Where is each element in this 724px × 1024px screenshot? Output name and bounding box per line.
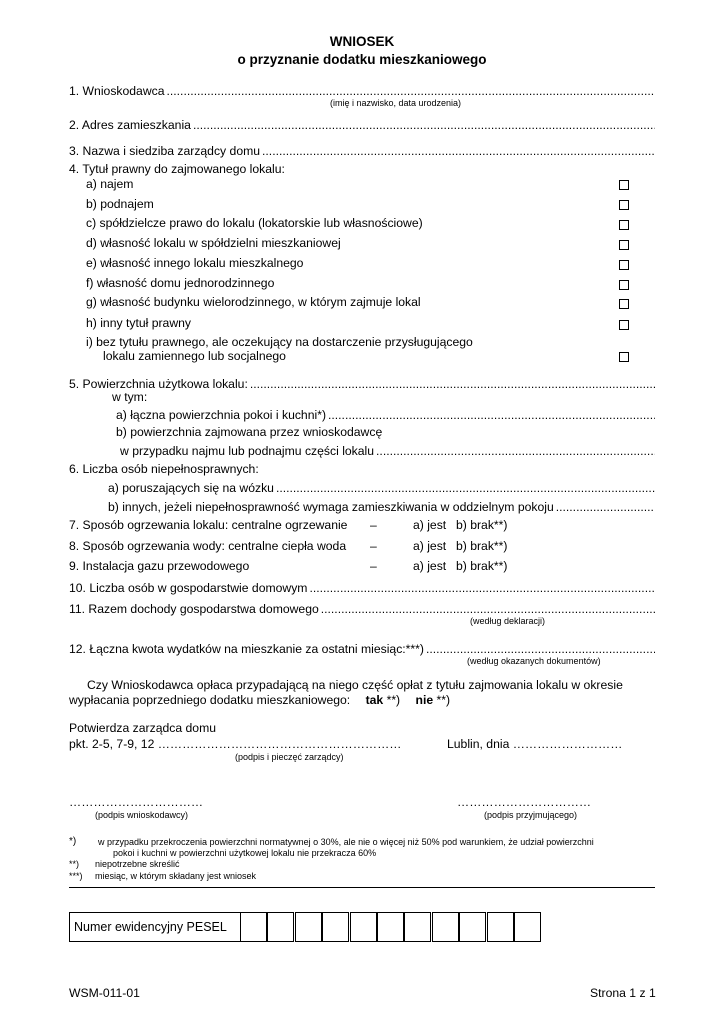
field-administrator-dots bbox=[262, 144, 655, 158]
footnote-1-line1: w przypadku przekroczenia powierzchni normatywnej o 30%, ale nie o więcej niż 50% pod warunkiem, że udział powierzchni bbox=[98, 837, 594, 847]
pesel-digit-cell[interactable] bbox=[377, 912, 404, 942]
field-occupied-area[interactable] bbox=[120, 442, 655, 458]
field-housing-expenses-dots bbox=[426, 642, 655, 656]
option-a-checkbox[interactable] bbox=[619, 180, 629, 190]
water-heating-option-yes[interactable]: a) jest bbox=[413, 539, 447, 553]
page-number: Strona 1 z 1 bbox=[590, 986, 656, 1000]
option-i-label-line2: lokalu zamiennego lub socjalnego bbox=[103, 349, 286, 363]
field-applicant[interactable] bbox=[69, 82, 655, 98]
payment-question-line2 bbox=[69, 693, 450, 707]
payment-question-line1: Czy Wnioskodawca opłaca przypadającą na niego część opłat z tytułu zajmowania lokalu w okresie bbox=[87, 678, 623, 692]
heating-label: 7. Sposób ogrzewania lokalu: centralne ogrzewanie bbox=[69, 518, 348, 532]
pesel-digit-cell[interactable] bbox=[350, 912, 377, 942]
pesel-digit-cell[interactable] bbox=[267, 912, 294, 942]
option-c-label: c) spółdzielcze prawo do lokalu (lokatorskie lub własnościowe) bbox=[86, 216, 423, 230]
option-f-label: f) własność domu jednorodzinnego bbox=[86, 276, 275, 290]
occupied-area-label-line2: w przypadku najmu lub podnajmu części lokalu bbox=[120, 444, 375, 458]
pesel-digit-cell[interactable] bbox=[295, 912, 322, 942]
option-h-checkbox[interactable] bbox=[619, 320, 629, 330]
field-applicant-hint: (imię i nazwisko, data urodzenia) bbox=[330, 98, 462, 108]
pesel-label: Numer ewidencyjny PESEL bbox=[74, 920, 227, 934]
field-usable-area-label: 5. Powierzchnia użytkowa lokalu: bbox=[69, 377, 248, 391]
receiver-signature-line[interactable]: …………………………… bbox=[457, 795, 592, 809]
heating-option-yes[interactable]: a) jest bbox=[413, 518, 447, 532]
pesel-digit-cell[interactable] bbox=[459, 912, 486, 942]
legal-title-heading: 4. Tytuł prawny do zajmowanego lokalu: bbox=[69, 162, 285, 176]
option-b-checkbox[interactable] bbox=[619, 200, 629, 210]
field-usable-area[interactable] bbox=[69, 375, 655, 391]
field-wheelchair-label: a) poruszających się na wózku bbox=[108, 481, 274, 495]
field-address[interactable] bbox=[69, 116, 655, 132]
place-date-field[interactable]: Lublin, dnia ……………………… bbox=[447, 737, 623, 751]
field-rooms-area-dots bbox=[328, 408, 655, 422]
footnote-1-line2: pokoi i kuchni w powierzchni użytkowej lokalu nie przekracza 60% bbox=[113, 848, 377, 858]
field-household-size[interactable] bbox=[69, 579, 655, 595]
field-other-disabled-dots bbox=[556, 500, 655, 514]
form-code: WSM-011-01 bbox=[69, 986, 140, 1000]
applicant-signature-line[interactable]: …………………………… bbox=[69, 795, 204, 809]
option-i-checkbox[interactable] bbox=[619, 352, 629, 362]
pesel-digit-cell[interactable] bbox=[240, 912, 267, 942]
footnotes-divider bbox=[69, 887, 655, 888]
gas-label: 9. Instalacja gazu przewodowego bbox=[69, 559, 250, 573]
pesel-digit-cell[interactable] bbox=[487, 912, 514, 942]
field-address-dots bbox=[193, 118, 655, 132]
usable-area-intym: w tym: bbox=[112, 390, 148, 404]
footnote-3-text: miesiąc, w którym składany jest wniosek bbox=[95, 871, 257, 881]
household-income-hint: (według deklaracji) bbox=[470, 616, 546, 626]
option-d-label: d) własność lokalu w spółdzielni mieszkaniowej bbox=[86, 236, 341, 250]
field-rooms-area-label: a) łączna powierzchnia pokoi i kuchni*) bbox=[116, 408, 327, 422]
administrator-signature-hint: (podpis i pieczęć zarządcy) bbox=[235, 752, 344, 762]
option-d-checkbox[interactable] bbox=[619, 240, 629, 250]
receiver-signature-hint: (podpis przyjmującego) bbox=[484, 810, 578, 820]
answer-no[interactable]: nie **) bbox=[415, 693, 451, 707]
field-occupied-area-dots bbox=[376, 444, 655, 458]
option-a-label: a) najem bbox=[86, 177, 134, 191]
option-g-checkbox[interactable] bbox=[619, 299, 629, 309]
field-wheelchair-dots bbox=[276, 481, 655, 495]
footnote-2-mark: **) bbox=[69, 859, 80, 869]
field-address-label: 2. Adres zamieszkania bbox=[69, 118, 191, 132]
field-other-disabled-label: b) innych, jeżeli niepełnosprawność wymaga zamieszkiwania w oddzielnym pokoju bbox=[108, 500, 554, 514]
field-household-income[interactable] bbox=[69, 600, 655, 616]
field-household-size-label: 10. Liczba osób w gospodarstwie domowym bbox=[69, 581, 308, 595]
field-other-disabled[interactable] bbox=[108, 498, 655, 514]
field-administrator-label: 3. Nazwa i siedziba zarządcy domu bbox=[69, 144, 261, 158]
water-heating-option-no[interactable]: b) brak**) bbox=[456, 539, 508, 553]
gas-option-yes[interactable]: a) jest bbox=[413, 559, 447, 573]
field-wheelchair[interactable] bbox=[108, 479, 655, 495]
field-housing-expenses-label: 12. Łączna kwota wydatków na mieszkanie za ostatni miesiąc:***) bbox=[69, 642, 424, 656]
administrator-confirm-line[interactable]: pkt. 2-5, 7-9, 12 …………………………………………………… bbox=[69, 737, 402, 751]
field-housing-expenses[interactable] bbox=[69, 640, 655, 656]
field-rooms-area[interactable] bbox=[116, 406, 655, 422]
form-title: WNIOSEK bbox=[329, 34, 395, 49]
answer-yes[interactable]: tak **) bbox=[365, 693, 401, 707]
occupied-area-label-line1: b) powierzchnia zajmowana przez wnioskodawcę bbox=[116, 425, 383, 439]
field-household-income-label: 11. Razem dochody gospodarstwa domowego bbox=[69, 602, 319, 616]
applicant-signature-hint: (podpis wnioskodawcy) bbox=[95, 810, 189, 820]
option-i-label-line1: i) bez tytułu prawnego, ale oczekujący na dostarczenie przysługującego bbox=[86, 335, 473, 349]
gas-dash: – bbox=[370, 559, 377, 573]
field-household-income-dots bbox=[321, 602, 655, 616]
option-e-checkbox[interactable] bbox=[619, 260, 629, 270]
footnote-1-mark: *) bbox=[69, 836, 77, 847]
pesel-digit-cell[interactable] bbox=[322, 912, 349, 942]
option-e-label: e) własność innego lokalu mieszkalnego bbox=[86, 256, 304, 270]
option-c-checkbox[interactable] bbox=[619, 220, 629, 230]
option-h-label: h) inny tytuł prawny bbox=[86, 316, 191, 330]
footnote-3-mark: ***) bbox=[69, 871, 83, 881]
option-b-label: b) podnajem bbox=[86, 197, 154, 211]
form-subtitle: o przyznanie dodatku mieszkaniowego bbox=[237, 52, 487, 67]
administrator-confirm-label: Potwierdza zarządca domu bbox=[69, 721, 216, 735]
water-heating-dash: – bbox=[370, 539, 377, 553]
water-heating-label: 8. Sposób ogrzewania wody: centralne ciepła woda bbox=[69, 539, 347, 553]
field-household-size-dots bbox=[309, 581, 655, 595]
pesel-digit-cell[interactable] bbox=[404, 912, 431, 942]
disabled-heading: 6. Liczba osób niepełnosprawnych: bbox=[69, 462, 259, 476]
option-f-checkbox[interactable] bbox=[619, 280, 629, 290]
pesel-digit-cell[interactable] bbox=[514, 912, 541, 942]
field-applicant-label: 1. Wnioskodawca bbox=[69, 84, 165, 98]
payment-question-text: wypłacania poprzedniego dodatku mieszkaniowego: bbox=[69, 693, 351, 707]
heating-dash: – bbox=[370, 518, 377, 532]
field-applicant-dots bbox=[167, 84, 655, 98]
footnote-2-text: niepotrzebne skreślić bbox=[95, 859, 180, 869]
housing-expenses-hint: (według okazanych dokumentów) bbox=[467, 656, 601, 666]
field-usable-area-dots bbox=[250, 377, 655, 391]
pesel-digit-cell[interactable] bbox=[432, 912, 459, 942]
pesel-label-box bbox=[69, 912, 241, 942]
field-administrator[interactable] bbox=[69, 142, 655, 158]
gas-option-no[interactable]: b) brak**) bbox=[456, 559, 508, 573]
option-g-label: g) własność budynku wielorodzinnego, w którym zajmuje lokal bbox=[86, 295, 421, 309]
heating-option-no[interactable]: b) brak**) bbox=[456, 518, 508, 532]
